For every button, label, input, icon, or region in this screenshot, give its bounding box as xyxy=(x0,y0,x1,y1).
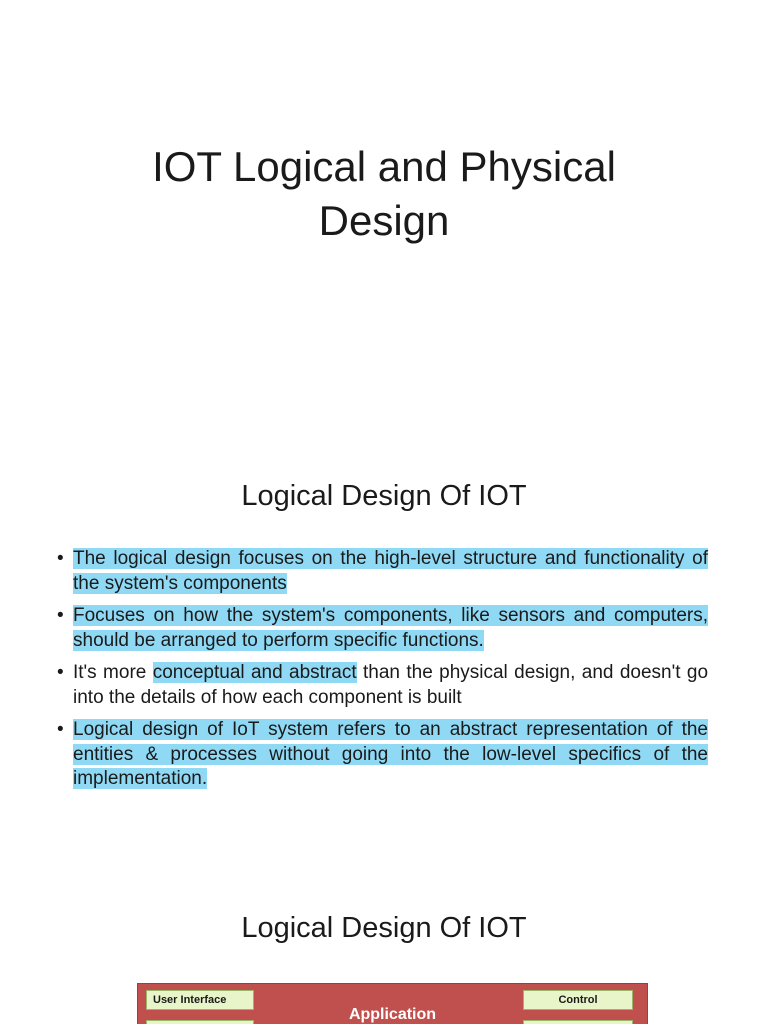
slide-heading: Logical Design Of IOT xyxy=(241,912,527,944)
highlighted-text: The logical design focuses on the high-level structure and functionality of the system's components xyxy=(73,548,708,594)
bullet-item xyxy=(56,661,708,710)
title-slide xyxy=(0,0,768,432)
bullet-item xyxy=(56,718,708,792)
diagram-box xyxy=(523,1020,633,1024)
slide-heading: Logical Design Of IOT xyxy=(241,480,527,512)
bullet-symbol: • xyxy=(57,719,64,740)
highlighted-text: Logical design of IoT system refers to an abstract representation of the entities & processes without going into the low-level specifics of the implementation. xyxy=(73,719,708,789)
highlighted-text: conceptual and abstract xyxy=(152,662,357,683)
user-interface-box: User Interface xyxy=(146,990,254,1010)
bullet-item xyxy=(56,604,708,653)
application-label: Application xyxy=(348,1006,437,1023)
logical-design-slide xyxy=(0,432,768,864)
highlighted-text: Focuses on how the system's components, like sensors and computers, should be arranged to perform specific functions. xyxy=(73,605,708,651)
title-line-1: IOT Logical and Physical xyxy=(152,143,616,191)
bullet-symbol: • xyxy=(57,605,64,626)
bullet-list xyxy=(56,547,708,800)
presentation-title xyxy=(0,140,768,248)
logical-design-diagram xyxy=(137,983,648,1024)
bullet-symbol: • xyxy=(57,662,64,683)
logical-design-diagram-slide xyxy=(0,864,768,1024)
bullet-text: than the physical design, and doesn't go into the details of how each component is built xyxy=(73,662,709,708)
bullet-text: It's more xyxy=(73,662,153,683)
control-box: Control xyxy=(523,990,633,1010)
bullet-item xyxy=(56,547,708,596)
bullet-symbol: • xyxy=(57,548,64,569)
title-line-2: Design xyxy=(318,197,450,245)
